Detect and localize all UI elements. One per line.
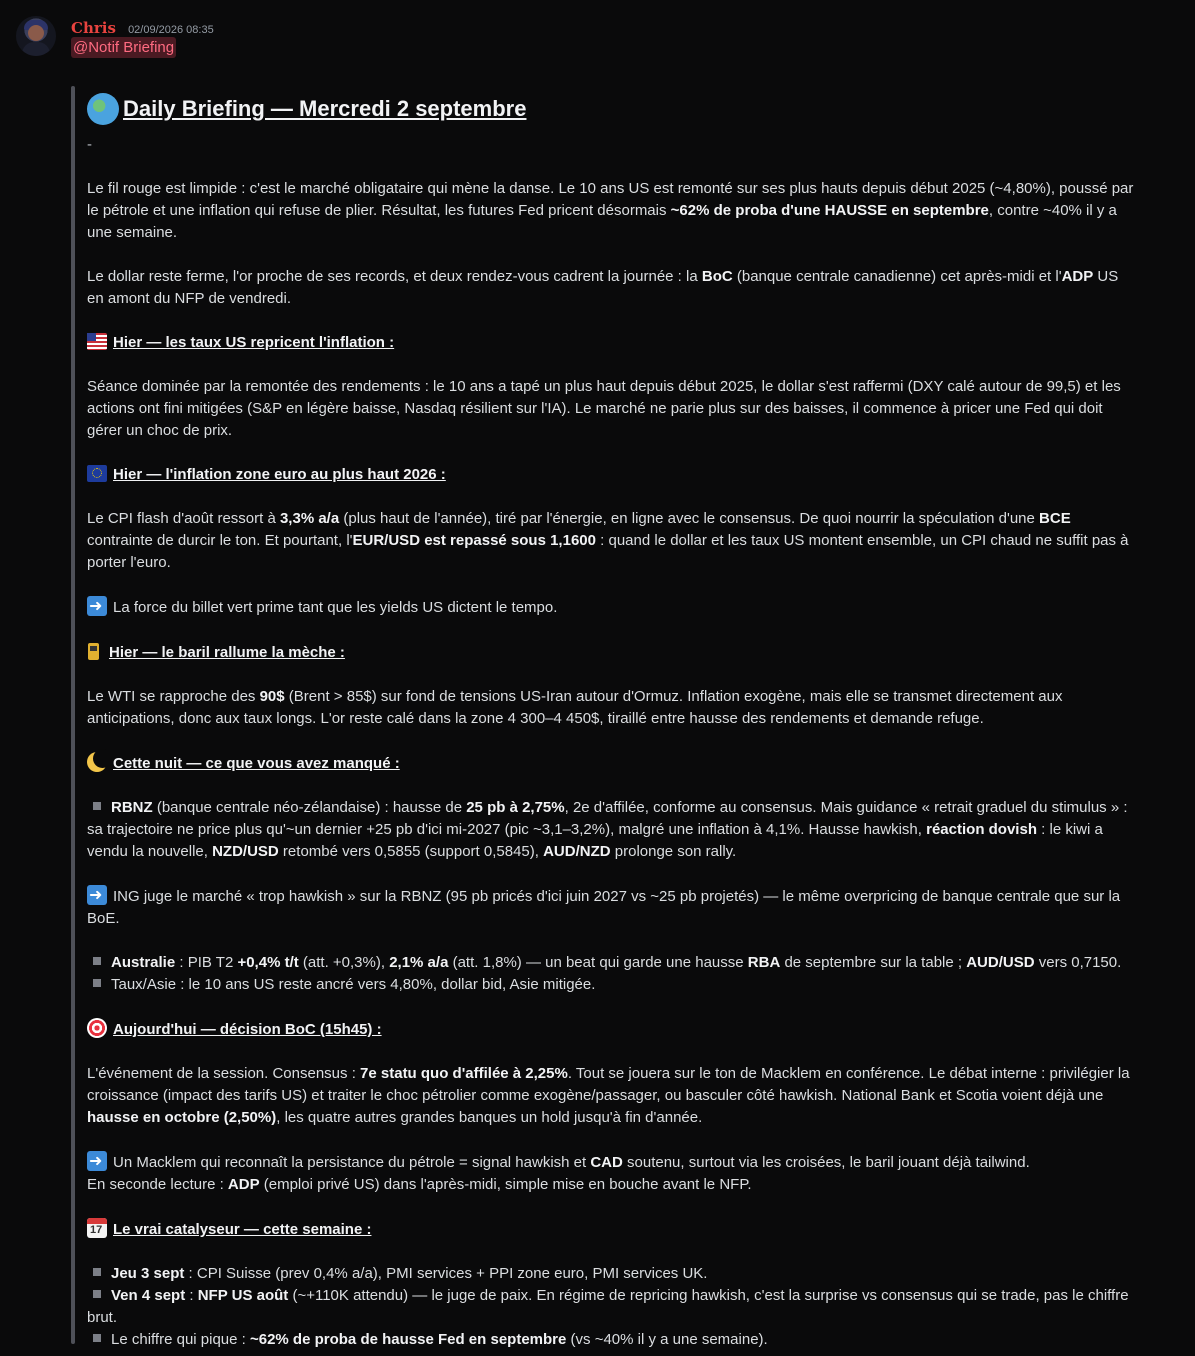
username[interactable]: Chris — [71, 19, 116, 37]
user-avatar[interactable] — [16, 16, 56, 56]
right-arrow-icon — [87, 1151, 107, 1171]
square-bullet-icon — [93, 1268, 101, 1276]
role-mention[interactable]: @Notif Briefing — [73, 39, 175, 56]
right-arrow-icon — [87, 885, 107, 905]
embed-accent-bar — [71, 86, 75, 1344]
section-euro-inflation-heading: Hier — l'inflation zone euro au plus haut 2026 : — [87, 464, 1137, 486]
section-us-rates-heading: Hier — les taux US repricent l'inflation : — [87, 332, 1137, 354]
right-arrow-icon — [87, 596, 107, 616]
eu-flag-icon — [87, 465, 107, 482]
square-bullet-icon — [93, 957, 101, 965]
calendar-icon — [87, 1218, 107, 1238]
week-bullet-figure: Le chiffre qui pique : ~62% de proba de hausse Fed en septembre (vs ~40% il y a une semaine). — [87, 1329, 1137, 1351]
week-bullet-friday: Ven 4 sept : NFP US août (~+110K attendu) — le juge de paix. En régime de repricing hawkish, c'est la surprise vs consensus qui se trade, pas le chiffre brut. — [87, 1287, 1129, 1326]
message-header — [71, 17, 214, 37]
earth-globe-emoji — [87, 93, 119, 125]
week-bullet-thursday: Jeu 3 sept : CPI Suisse (prev 0,4% a/a), PMI services + PPI zone euro, PMI services UK. — [87, 1263, 1137, 1285]
rbnz-bullet: RBNZ (banque centrale néo-zélandaise) : hausse de 25 pb à 2,75%, 2e d'affilée, conforme au consensus. Mais guidance « retrait graduel du stimulus » : sa trajectoire ne price plus qu'~un dernier +25 pb d'ici mi-2027 (pic ~3,1–3,2%), malgré une inflation à 4,1%. Hausse hawkish, réaction dovish : le kiwi a vendu la nouvelle, NZD/USD retombé vers 0,5855 (support 0,5845), AUD/NZD prolonge son rally. — [87, 799, 1128, 860]
us-flag-icon — [87, 333, 107, 350]
euro-arrow-note: ➜La force du billet vert prime tant que les yields US dictent le tempo. — [87, 596, 1137, 619]
section-us-rates-text: Séance dominée par la remontée des rendements : le 10 ans a tapé un plus haut depuis début 2025, le dollar s'est raffermi (DXY calé autour de 99,5) et les actions ont fini mitigées (S&P en légère baisse, Nasdaq résilient sur l'IA). Le marché ne parie plus sur des baisses, il commence à pricer une Fed qui doit gérer un choc de prix. — [87, 378, 1121, 439]
section-oil-text: Le WTI se rapproche des 90$ (Brent > 85$) sur fond de tensions US-Iran autour d'Ormuz. Inflation exogène, mais elle se transmet directement aux anticipations, donc aux taux longs. L'or reste calé dans la zone 4 300–4 450$, tiraillé entre hausse des rendements et demande refuge. — [87, 688, 1063, 727]
message-timestamp: 02/09/2026 08:35 — [128, 24, 214, 36]
fuel-pump-icon — [87, 641, 103, 661]
section-oil-heading: Hier — le baril rallume la mèche : — [87, 641, 1137, 664]
boc-arrow-note: ➜Un Macklem qui reconnaît la persistance du pétrole = signal hawkish et CAD soutenu, surtout via les croisées, le baril jouant déjà tailwind. — [87, 1151, 1137, 1174]
australia-bullet: Australie : PIB T2 +0,4% t/t (att. +0,3%), 2,1% a/a (att. 1,8%) — un beat qui garde une hausse RBA de septembre sur la table ; AUD/USD vers 0,7150. — [87, 952, 1137, 974]
embed-title-text: Daily Briefing — Mercredi 2 septembre — [123, 96, 527, 121]
square-bullet-icon — [93, 1334, 101, 1342]
embed-content — [87, 90, 1137, 1351]
intro-paragraph-2: Le dollar reste ferme, l'or proche de ses records, et deux rendez-vous cadrent la journée : la BoC (banque centrale canadienne) cet après-midi et l'ADP US en amont du NFP de vendredi. — [87, 268, 1119, 307]
section-week-heading: 17Le vrai catalyseur — cette semaine : — [87, 1218, 1137, 1241]
section-boc-text: L'événement de la session. Consensus : 7e statu quo d'affilée à 2,25%. Tout se jouera sur le ton de Macklem en conférence. Le débat interne : privilégier la croissance (impact des tarifs US) et traiter le choc pétrolier comme exogène/passager, ou basculer côté hawkish. National Bank et Scotia voient déjà une hausse en octobre (2,50%), les quatre autres grandes banques un hold jusqu'à fin d'année. — [87, 1065, 1130, 1126]
embed-title — [87, 90, 1137, 128]
dash-separator: - — [87, 136, 92, 153]
square-bullet-icon — [93, 1290, 101, 1298]
square-bullet-icon — [93, 802, 101, 810]
ing-arrow-note: ➜ING juge le marché « trop hawkish » sur la RBNZ (95 pb pricés d'ici juin 2027 vs ~25 pb projetés) — le même overpricing de banque centrale que sur la BoE. — [87, 885, 1137, 930]
section-boc-heading: Aujourd'hui — décision BoC (15h45) : — [87, 1018, 1137, 1041]
intro-paragraph-1: Le fil rouge est limpide : c'est le marché obligataire qui mène la danse. Le 10 ans US est remonté sur ses plus hauts depuis début 2025 (~4,80%), poussé par le pétrole et une inflation qui refuse de plier. Résultat, les futures Fed pricent désormais ~62% de proba d'une HAUSSE en septembre, contre ~40% il y a une semaine. — [87, 180, 1134, 241]
section-euro-inflation-text: Le CPI flash d'août ressort à 3,3% a/a (plus haut de l'année), tiré par l'énergie, en ligne avec le consensus. De quoi nourrir la spéculation d'une BCE contrainte de durcir le ton. Et pourtant, l'EUR/USD est repassé sous 1,1600 : quand le dollar et les taux US montent ensemble, un CPI chaud ne suffit pas à porter l'euro. — [87, 510, 1129, 571]
adp-note: En seconde lecture : ADP (emploi privé US) dans l'après-midi, simple mise en bouche avant le NFP. — [87, 1176, 752, 1193]
square-bullet-icon — [93, 979, 101, 987]
section-overnight-heading: Cette nuit — ce que vous avez manqué : — [87, 752, 1137, 775]
asia-bullet: Taux/Asie : le 10 ans US reste ancré vers 4,80%, dollar bid, Asie mitigée. — [87, 974, 1137, 996]
target-icon — [87, 1018, 107, 1038]
crescent-moon-icon — [87, 752, 107, 772]
